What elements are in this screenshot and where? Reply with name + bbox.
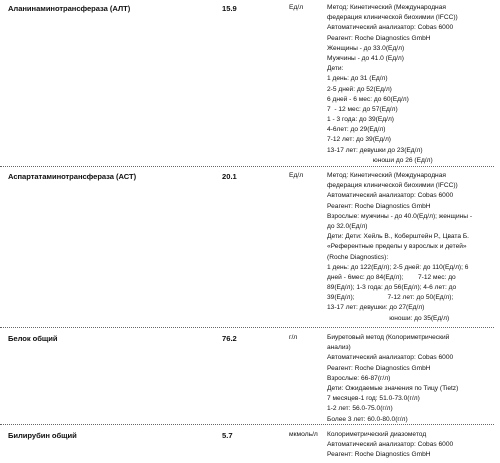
description-line: Дети: (327, 65, 344, 73)
description-line: Метод: Кинетический (Международная (327, 172, 446, 179)
description-line: 13-17 лет: девушки: до 27(Ед/л) (327, 304, 425, 312)
description-line: Реагент: Roche Diagnostics GmbH (327, 202, 431, 210)
row-divider (0, 327, 494, 328)
description-line: 7 месяцев-1 год: 51.0-73.0(г/л) (327, 395, 420, 403)
reference-description (327, 430, 492, 461)
description-line: 13-17 лет: девушки до 23(Ед/л) (327, 146, 423, 154)
description-line: до 32.0(Ед/л) (327, 222, 368, 230)
description-line: Автоматический анализатор: Cobas 6000 (327, 24, 454, 32)
description-line: 39(Ед/л); 7-12 лет: до 50(Ед/л); (327, 294, 454, 302)
description-line: Автоматический анализатор: Cobas 6000 (327, 441, 454, 449)
test-value: 15.9 (222, 4, 237, 13)
test-value: 76.2 (222, 334, 237, 343)
description-line: юноши до 26 (Ед/л) (327, 156, 433, 164)
reference-description (327, 333, 492, 425)
description-line: Колориметрический диазометод (327, 431, 427, 438)
test-value: 20.1 (222, 172, 237, 181)
test-value: 5.7 (222, 431, 233, 440)
test-unit: Ед/л (289, 172, 304, 179)
description-line: Мужчины - до 41.0 (Ед/л) (327, 54, 404, 62)
description-line: 1 день: до 122(Ед/л); 2-5 дней: до 110(Ед/л); 6 (327, 263, 469, 271)
description-line: федерация клинической биохимии (IFCC)) (327, 182, 458, 190)
description-line: Взрослые: мужчины - до 40.0(Ед/л); женщины - (327, 212, 473, 220)
description-line: 1 день: до 31 (Ед/л) (327, 75, 388, 83)
description-line: 7 - 12 мес: до 57(Ед/л) (327, 105, 398, 113)
description-line: Реагент: Roche Diagnostics GmbH (327, 451, 431, 459)
description-line: 6 дней - 6 мес: до 60(Ед/л) (327, 95, 409, 103)
description-line: Дети: Дети: Хейль В., Коберштейн Р., Цвата Б. (327, 233, 470, 241)
test-name: Аспартатаминотрансфераза (АСТ) (8, 172, 137, 181)
test-unit: г/л (289, 334, 298, 341)
description-line: анализ) (327, 344, 351, 352)
description-line: Метод: Кинетический (Международная (327, 4, 446, 11)
description-line: Автоматический анализатор: Cobas 6000 (327, 192, 454, 200)
description-line: 4-6лет: до 29(Ед/л) (327, 126, 386, 134)
description-line: Биуретовый метод (Колориметрический (327, 334, 450, 341)
test-name: Белок общий (8, 334, 58, 343)
description-line: 89(Ед/л); 1-3 года: до 56(Ед/л); 4-6 лет: до (327, 284, 457, 292)
row-divider (0, 424, 494, 425)
description-line: Взрослые: 66-87(г/л) (327, 374, 391, 382)
description-line: Автоматический анализатор: Cobas 6000 (327, 354, 454, 362)
description-line: 7-12 лет: до 39(Ед/л) (327, 136, 392, 144)
test-unit: мкмоль/л (289, 431, 318, 438)
description-line: юноши: до 35(Ед/л) (327, 314, 450, 322)
description-line: федерация клинической биохимии (IFCC)) (327, 14, 458, 22)
description-line: Реагент: Roche Diagnostics GmbH (327, 364, 431, 372)
description-line: Дети: Ожидаемые значения по Тицу (Tietz) (327, 384, 459, 392)
description-line: дней - 6мес: до 84(Ед/л); 7-12 мес: до (327, 273, 456, 281)
description-line: 2-5 дней: до 52(Ед/л) (327, 85, 392, 93)
reference-description (327, 3, 492, 166)
test-name: Аланинаминотрансфераза (АЛТ) (8, 4, 131, 13)
row-divider (0, 166, 494, 167)
test-unit: Ед/л (289, 4, 304, 11)
description-line: 1-2 лет: 56.0-75.0(г/л) (327, 405, 393, 413)
description-line: 1 - 3 года: до 39(Ед/л) (327, 116, 394, 124)
reference-description (327, 171, 492, 324)
description-line: «Референтные пределы у взрослых и детей» (327, 243, 467, 251)
description-line: Женщины - до 33.0(Ед/л) (327, 44, 405, 52)
description-line: Реагент: Roche Diagnostics GmbH (327, 34, 431, 42)
test-name: Билирубин общий (8, 431, 77, 440)
description-line: (Roche Diagnostics): (327, 253, 389, 261)
description-line: Более 3 лет: 60.0-80.0(г/л) (327, 415, 408, 423)
